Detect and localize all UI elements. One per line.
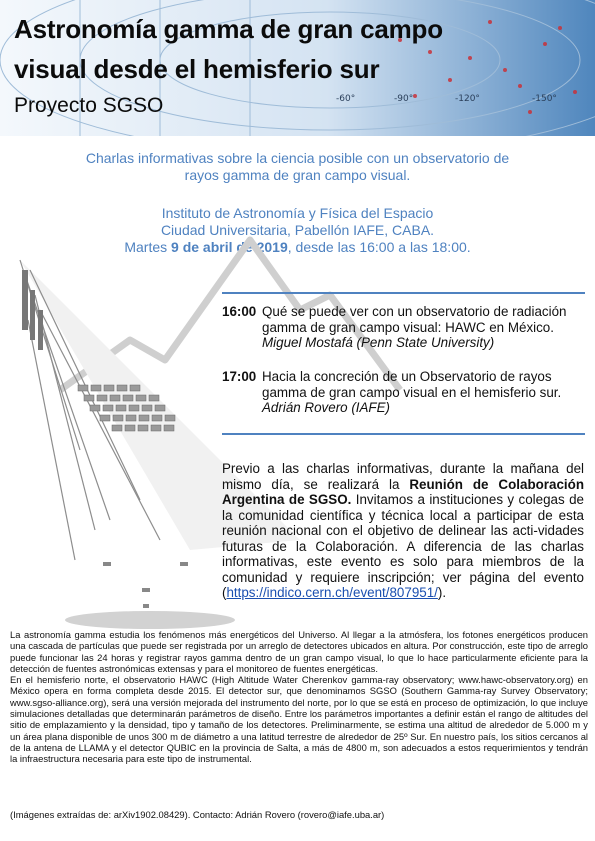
talk-speaker: Adrián Rovero (IAFE) bbox=[262, 400, 390, 415]
date-suffix: , desde las 16:00 a las 18:00. bbox=[287, 239, 471, 255]
body-paragraph-1: La astronomía gamma estudia los fenómenos más energéticos del Universo. Al llegar a la atmósfera, los fotones energéticos producen una cascada de partículas que puede ser registrada por un arreglo de detectores ubicados en altura. Por construcción, este tipo de arreglo puede funcionar las 24 horas y registrar rayos gamma dentro de un gran campo visual, lo que lo hace particularmente eficiente para la detección de fuentes astronómicas extensas y para el monitoreo de fuentes energéticas. bbox=[10, 629, 588, 674]
body-text bbox=[10, 629, 588, 765]
reunion-text-3: ). bbox=[437, 585, 447, 600]
body-paragraph-2: En el hemisferio norte, el observatorio HAWC (High Altitude Water Cherenkov gamma-ray observatory; www.hawc-observatory.org) en México opera en forma completa desde 2015. El detector sur, que denominamos SGSO (Southern Gamma-ray Survey Observatory; www.sgso-alliance.org), será una versión mejorada del instrumento del norte, por lo que se está en proceso de optimización, lo que incluye simulaciones detalladas que determinarán parámetros de diseño. Entre los parámetros importantes a definir están el rango de altitudes del sitio de emplazamiento y la densidad, tipo y tamaño de los detectores. Preliminarmente, se estima una altitud de alrededor de 5.000 m y un área plana disponible de unos 300 m de diámetro a una latitud terrestre de alrededor de 25º Sur. En nuestro país, los sitios cercanos al de la antena de LLAMA y el detector QUBIC en la provincia de Salta, a más de 4800 m, son adecuados a estos requerimientos y tendrán la infraestructura necesaria para este tipo de instrumental. bbox=[10, 674, 588, 765]
title-line-1: Astronomía gamma de gran campo bbox=[14, 14, 443, 44]
header-banner bbox=[0, 0, 595, 136]
subtitle: Proyecto SGSO bbox=[14, 94, 164, 117]
reunion-bold: Reunión de Colaboración Argentina de SGSO. bbox=[222, 476, 584, 507]
talk-time: 16:00 bbox=[222, 304, 257, 319]
sky-label-2: -90° bbox=[394, 94, 414, 104]
credits-line: (Imágenes extraídas de: arXiv1902.08429). Contacto: Adrián Rovero (rovero@iafe.uba.ar) bbox=[10, 809, 385, 820]
talk-time: 17:00 bbox=[222, 369, 257, 384]
reunion-text-2: Invitamos a instituciones y colegas de la comunidad científica y técnica local a participar de esta reunión nacional con el objetivo de delinear las acti-vidades futuras de la Colaboración. A diferencia de las charlas informativas, este evento es solo para miembros de la comunidad y requiere inscripción; ver página del evento ( bbox=[222, 492, 584, 600]
intro-line-1: Charlas informativas sobre la ciencia posible con un observatorio de bbox=[85, 150, 510, 166]
talk-item bbox=[222, 304, 592, 354]
event-link[interactable]: https://indico.cern.ch/event/807951/ bbox=[226, 585, 438, 600]
talk-speaker: Miguel Mostafá (Penn State University) bbox=[262, 335, 495, 350]
venue-line-1: Instituto de Astronomía y Física del Espacio bbox=[161, 205, 434, 221]
sky-label-1: -60° bbox=[336, 94, 356, 104]
sky-label-3: -120° bbox=[455, 94, 480, 104]
talk-title: Qué se puede ver con un observatorio de radiación gamma de gran campo visual: HAWC en México. bbox=[262, 304, 567, 335]
divider-bottom bbox=[222, 433, 585, 435]
intro-line-2: rayos gamma de gran campo visual. bbox=[184, 167, 411, 183]
sky-label-4: -150° bbox=[532, 94, 557, 104]
date-prefix: Martes bbox=[124, 239, 172, 255]
reunion-text-1: Previo a las charlas informativas, durante la mañana del mismo día, se realizará la bbox=[222, 461, 584, 492]
reunion-paragraph bbox=[222, 461, 584, 601]
venue-line-2: Ciudad Universitaria, Pabellón IAFE, CABA. bbox=[160, 222, 435, 238]
date-bold: 9 de abril de 2019 bbox=[171, 239, 288, 255]
divider-top bbox=[222, 292, 585, 294]
talk-title: Hacia la concreción de un Observatorio de rayos gamma de gran campo visual en el hemisferio sur. bbox=[262, 369, 562, 400]
talk-item bbox=[222, 369, 592, 419]
title-line-2: visual desde el hemisferio sur bbox=[14, 54, 380, 84]
